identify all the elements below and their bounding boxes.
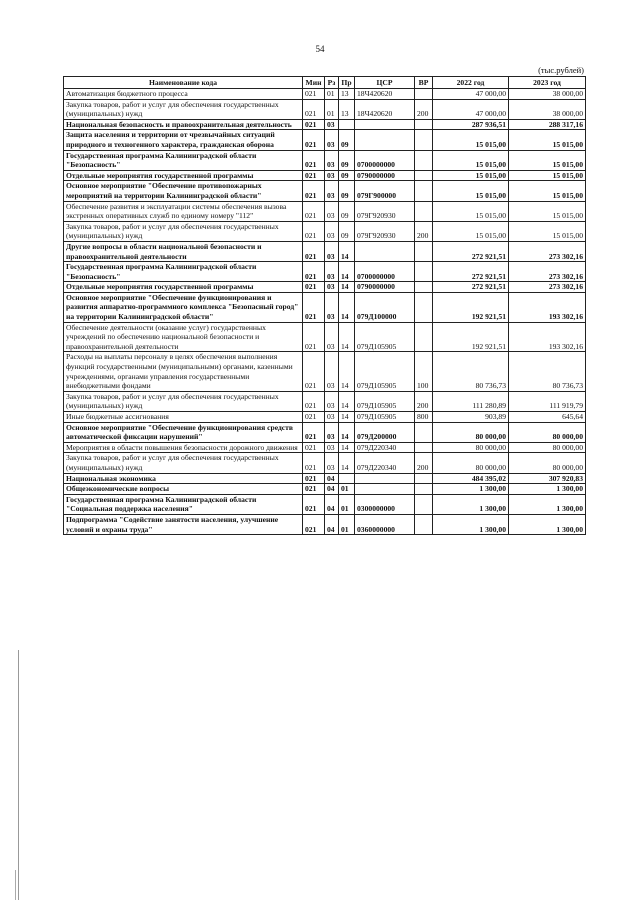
cell-2023: 15 015,00 [509, 181, 586, 201]
table-row [64, 352, 586, 391]
cell-pr: 09 [339, 201, 355, 221]
table-row [64, 99, 586, 119]
cell-min: 021 [303, 282, 325, 293]
cell-2022: 15 015,00 [433, 201, 509, 221]
cell-2022: 111 280,89 [433, 391, 509, 411]
cell-2023: 15 015,00 [509, 130, 586, 150]
cell-rz: 03 [325, 181, 339, 201]
table-row [64, 473, 586, 484]
cell-csr: 18Ч420620 [355, 99, 415, 119]
cell-2023: 80 000,00 [509, 453, 586, 473]
cell-vr [415, 262, 433, 282]
cell-csr: 079Д105905 [355, 412, 415, 423]
cell-name: Национальная экономика [64, 473, 303, 484]
cell-vr [415, 442, 433, 453]
cell-name: Закупка товаров, работ и услуг для обеспечения государственных (муниципальных) нужд [64, 453, 303, 473]
cell-csr: 079Д220340 [355, 442, 415, 453]
cell-pr: 14 [339, 262, 355, 282]
cell-2022: 15 015,00 [433, 150, 509, 170]
cell-pr [339, 473, 355, 484]
cell-rz: 03 [325, 201, 339, 221]
cell-vr: 200 [415, 391, 433, 411]
table-row [64, 412, 586, 423]
cell-2022: 287 936,51 [433, 119, 509, 130]
cell-pr: 14 [339, 352, 355, 391]
header-vr: ВР [415, 77, 433, 89]
cell-min: 021 [303, 221, 325, 241]
table-row [64, 241, 586, 261]
cell-name: Закупка товаров, работ и услуг для обеспечения государственных (муниципальных) нужд [64, 99, 303, 119]
cell-name: Государственная программа Калининградской области "Безопасность" [64, 262, 303, 282]
cell-min: 021 [303, 453, 325, 473]
cell-min: 021 [303, 514, 325, 534]
cell-vr: 200 [415, 453, 433, 473]
cell-2022: 80 000,00 [433, 422, 509, 442]
cell-pr: 13 [339, 89, 355, 100]
cell-rz: 04 [325, 484, 339, 495]
table-row [64, 282, 586, 293]
cell-2022: 15 015,00 [433, 221, 509, 241]
cell-name: Основное мероприятие "Обеспечение функционирования средств автоматической фиксации нарушений" [64, 422, 303, 442]
cell-min: 021 [303, 130, 325, 150]
cell-rz: 03 [325, 119, 339, 130]
cell-2022: 272 921,51 [433, 262, 509, 282]
cell-csr: 079Г920930 [355, 221, 415, 241]
cell-min: 021 [303, 181, 325, 201]
cell-min: 021 [303, 412, 325, 423]
cell-2023: 1 300,00 [509, 494, 586, 514]
cell-rz: 03 [325, 422, 339, 442]
cell-csr: 18Ч420620 [355, 89, 415, 100]
cell-csr: 079Д105905 [355, 391, 415, 411]
table-row [64, 494, 586, 514]
cell-min: 021 [303, 422, 325, 442]
cell-2022: 272 921,51 [433, 241, 509, 261]
cell-pr: 01 [339, 514, 355, 534]
cell-vr [415, 292, 433, 322]
cell-csr [355, 241, 415, 261]
cell-pr: 14 [339, 292, 355, 322]
cell-vr [415, 473, 433, 484]
cell-rz: 03 [325, 453, 339, 473]
scan-edge-line [15, 870, 16, 900]
cell-csr [355, 484, 415, 495]
cell-rz: 03 [325, 412, 339, 423]
cell-vr: 200 [415, 99, 433, 119]
cell-rz: 03 [325, 391, 339, 411]
cell-name: Основное мероприятие "Обеспечение функционирования и развития аппаратно-программного комплекса "Безопасный город" на территории Калининградской области" [64, 292, 303, 322]
cell-name: Подпрограмма "Содействие занятости населения, улучшение условий и охраны труда" [64, 514, 303, 534]
table-row [64, 442, 586, 453]
cell-name: Отдельные мероприятия государственной программы [64, 170, 303, 181]
cell-2022: 192 921,51 [433, 292, 509, 322]
cell-vr [415, 201, 433, 221]
cell-name: Общеэкономические вопросы [64, 484, 303, 495]
budget-table [63, 76, 586, 535]
cell-name: Обеспечение деятельности (оказание услуг) государственных учреждений по обеспечению национальной безопасности и правоохранительной деятельности [64, 322, 303, 352]
header-name: Наименование кода [64, 77, 303, 89]
cell-min: 021 [303, 119, 325, 130]
cell-rz: 04 [325, 494, 339, 514]
cell-min: 021 [303, 442, 325, 453]
cell-rz: 03 [325, 442, 339, 453]
cell-name: Государственная программа Калининградской области "Безопасность" [64, 150, 303, 170]
table-row [64, 391, 586, 411]
cell-pr: 14 [339, 282, 355, 293]
table-row [64, 130, 586, 150]
table-row [64, 484, 586, 495]
cell-rz: 01 [325, 89, 339, 100]
cell-pr: 09 [339, 170, 355, 181]
cell-rz: 01 [325, 99, 339, 119]
header-min: Мин [303, 77, 325, 89]
cell-vr [415, 150, 433, 170]
cell-name: Основное мероприятие "Обеспечение противопожарных мероприятий на территории Калининградской области" [64, 181, 303, 201]
cell-2022: 192 921,51 [433, 322, 509, 352]
cell-vr [415, 241, 433, 261]
cell-2022: 47 000,00 [433, 89, 509, 100]
cell-csr: 0700000000 [355, 262, 415, 282]
cell-2023: 1 300,00 [509, 514, 586, 534]
cell-vr: 200 [415, 221, 433, 241]
cell-min: 021 [303, 170, 325, 181]
cell-2023: 15 015,00 [509, 201, 586, 221]
cell-rz: 03 [325, 221, 339, 241]
cell-2022: 903,89 [433, 412, 509, 423]
cell-name: Мероприятия в области повышения безопасности дорожного движения [64, 442, 303, 453]
cell-2022: 80 000,00 [433, 453, 509, 473]
cell-min: 021 [303, 262, 325, 282]
cell-2023: 15 015,00 [509, 221, 586, 241]
table-row [64, 322, 586, 352]
cell-rz: 03 [325, 292, 339, 322]
cell-csr: 079Г900000 [355, 181, 415, 201]
cell-csr [355, 130, 415, 150]
cell-pr: 14 [339, 422, 355, 442]
cell-csr: 079Г920930 [355, 201, 415, 221]
cell-pr: 01 [339, 494, 355, 514]
cell-2022: 15 015,00 [433, 170, 509, 181]
cell-2022: 80 000,00 [433, 442, 509, 453]
cell-min: 021 [303, 484, 325, 495]
cell-min: 021 [303, 99, 325, 119]
cell-2023: 1 300,00 [509, 484, 586, 495]
cell-rz: 04 [325, 473, 339, 484]
cell-vr [415, 130, 433, 150]
cell-rz: 03 [325, 170, 339, 181]
table-row [64, 89, 586, 100]
table-row [64, 201, 586, 221]
page-number: 54 [315, 44, 325, 54]
cell-2022: 1 300,00 [433, 484, 509, 495]
cell-name: Расходы на выплаты персоналу в целях обеспечения выполнения функций государственными (муниципальными) органами, казенными учреждениями, органами управления государственными внебюджетными фондами [64, 352, 303, 391]
cell-2023: 273 302,16 [509, 241, 586, 261]
table-row [64, 422, 586, 442]
cell-2022: 1 300,00 [433, 514, 509, 534]
table-row [64, 221, 586, 241]
cell-pr: 14 [339, 442, 355, 453]
cell-name: Защита населения и территории от чрезвычайных ситуаций природного и техногенного характера, гражданская оборона [64, 130, 303, 150]
cell-pr: 09 [339, 221, 355, 241]
cell-vr [415, 89, 433, 100]
cell-csr: 079Д220340 [355, 453, 415, 473]
cell-csr: 0700000000 [355, 150, 415, 170]
cell-min: 021 [303, 473, 325, 484]
cell-pr: 09 [339, 150, 355, 170]
cell-min: 021 [303, 89, 325, 100]
cell-pr: 14 [339, 241, 355, 261]
cell-name: Государственная программа Калининградской области "Социальная поддержка населения" [64, 494, 303, 514]
cell-vr [415, 484, 433, 495]
cell-name: Национальная безопасность и правоохранительная деятельность [64, 119, 303, 130]
cell-csr: 079Д200000 [355, 422, 415, 442]
cell-2023: 645,64 [509, 412, 586, 423]
cell-csr: 0300000000 [355, 494, 415, 514]
cell-csr: 0360000000 [355, 514, 415, 534]
units-label: (тыс.рублей) [538, 65, 584, 75]
cell-2023: 15 015,00 [509, 150, 586, 170]
table-row [64, 150, 586, 170]
cell-2022: 80 736,73 [433, 352, 509, 391]
cell-pr: 01 [339, 484, 355, 495]
cell-2023: 15 015,00 [509, 170, 586, 181]
cell-vr [415, 170, 433, 181]
cell-2022: 1 300,00 [433, 494, 509, 514]
cell-2023: 193 302,16 [509, 292, 586, 322]
cell-rz: 03 [325, 352, 339, 391]
cell-min: 021 [303, 150, 325, 170]
header-2023: 2023 год [509, 77, 586, 89]
cell-2023: 38 000,00 [509, 99, 586, 119]
cell-2023: 80 000,00 [509, 442, 586, 453]
table-row [64, 181, 586, 201]
cell-csr: 079Д100000 [355, 292, 415, 322]
cell-2022: 47 000,00 [433, 99, 509, 119]
table-row [64, 170, 586, 181]
table-header-row [64, 77, 586, 89]
cell-vr [415, 514, 433, 534]
cell-pr: 14 [339, 391, 355, 411]
header-pr: Пр [339, 77, 355, 89]
cell-min: 021 [303, 494, 325, 514]
header-csr: ЦСР [355, 77, 415, 89]
cell-vr [415, 494, 433, 514]
header-rz: Рз [325, 77, 339, 89]
cell-min: 021 [303, 352, 325, 391]
cell-rz: 03 [325, 262, 339, 282]
cell-vr [415, 181, 433, 201]
cell-2023: 193 302,16 [509, 322, 586, 352]
cell-pr: 14 [339, 412, 355, 423]
cell-csr: 0790000000 [355, 282, 415, 293]
table-row [64, 262, 586, 282]
cell-csr [355, 473, 415, 484]
cell-pr [339, 119, 355, 130]
cell-pr: 09 [339, 130, 355, 150]
cell-2022: 272 921,51 [433, 282, 509, 293]
cell-pr: 14 [339, 322, 355, 352]
cell-vr: 100 [415, 352, 433, 391]
cell-2023: 80 000,00 [509, 422, 586, 442]
cell-name: Другие вопросы в области национальной безопасности и правоохранительной деятельности [64, 241, 303, 261]
cell-min: 021 [303, 391, 325, 411]
cell-rz: 03 [325, 130, 339, 150]
cell-name: Иные бюджетные ассигнования [64, 412, 303, 423]
cell-2023: 273 302,16 [509, 262, 586, 282]
cell-name: Обеспечение развития и эксплуатации системы обеспечения вызова экстренных оперативных служб по единому номеру "112" [64, 201, 303, 221]
cell-2023: 38 000,00 [509, 89, 586, 100]
cell-min: 021 [303, 292, 325, 322]
cell-vr [415, 322, 433, 352]
cell-rz: 03 [325, 322, 339, 352]
cell-2023: 288 317,16 [509, 119, 586, 130]
cell-name: Закупка товаров, работ и услуг для обеспечения государственных (муниципальных) нужд [64, 391, 303, 411]
cell-name: Закупка товаров, работ и услуг для обеспечения государственных (муниципальных) нужд [64, 221, 303, 241]
table-body [64, 89, 586, 535]
cell-csr: 079Д105905 [355, 352, 415, 391]
cell-min: 021 [303, 322, 325, 352]
cell-name: Автоматизация бюджетного процесса [64, 89, 303, 100]
cell-pr: 09 [339, 181, 355, 201]
cell-vr [415, 422, 433, 442]
cell-min: 021 [303, 241, 325, 261]
cell-2022: 15 015,00 [433, 181, 509, 201]
cell-2022: 484 395,02 [433, 473, 509, 484]
cell-pr: 14 [339, 453, 355, 473]
cell-2023: 80 736,73 [509, 352, 586, 391]
table-row [64, 514, 586, 534]
cell-2023: 307 920,83 [509, 473, 586, 484]
cell-rz: 03 [325, 241, 339, 261]
cell-2023: 273 302,16 [509, 282, 586, 293]
cell-2022: 15 015,00 [433, 130, 509, 150]
header-2022: 2022 год [433, 77, 509, 89]
cell-vr [415, 119, 433, 130]
cell-rz: 03 [325, 282, 339, 293]
table-row [64, 292, 586, 322]
cell-pr: 13 [339, 99, 355, 119]
scan-edge-line [18, 650, 19, 900]
cell-2023: 111 919,79 [509, 391, 586, 411]
cell-name: Отдельные мероприятия государственной программы [64, 282, 303, 293]
cell-vr: 800 [415, 412, 433, 423]
table-row [64, 453, 586, 473]
table-row [64, 119, 586, 130]
cell-rz: 03 [325, 150, 339, 170]
cell-rz: 04 [325, 514, 339, 534]
cell-csr [355, 119, 415, 130]
cell-csr: 0790000000 [355, 170, 415, 181]
cell-vr [415, 282, 433, 293]
cell-min: 021 [303, 201, 325, 221]
cell-csr: 079Д105905 [355, 322, 415, 352]
